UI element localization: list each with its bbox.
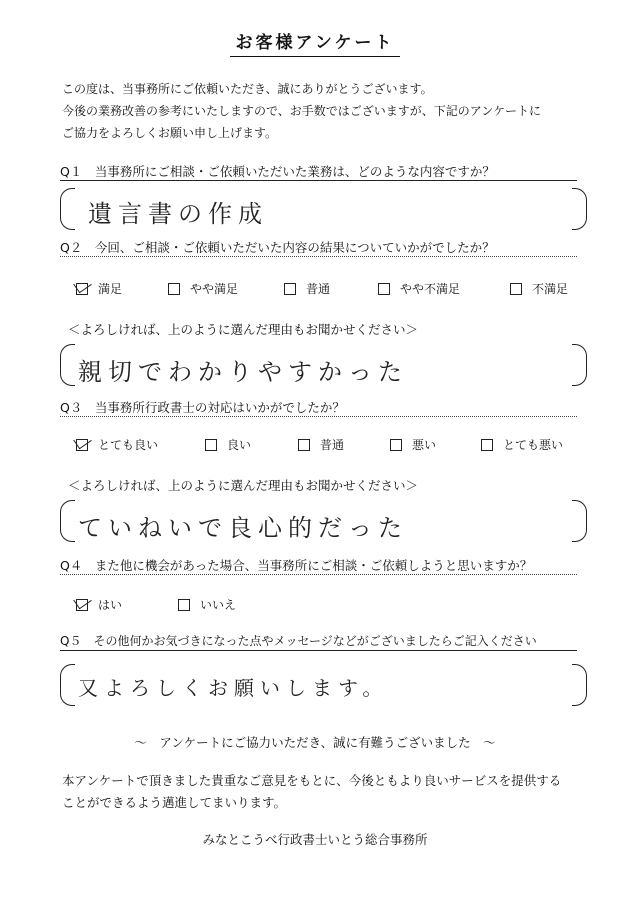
q3-underline: [60, 416, 577, 417]
checkbox[interactable]: [205, 439, 217, 451]
q2-paren-right: [572, 344, 587, 386]
thanks-message: ～ アンケートにご協力いただき、誠に有難うございました ～: [134, 735, 496, 750]
q3-label: Q３ 当事務所行政書士の対応はいかがでしたか？: [60, 400, 345, 415]
q4-option-iie[interactable]: [178, 596, 236, 613]
q2-reason-prompt: ＜よろしければ、上のように選んだ理由もお聞かせください＞: [68, 322, 419, 337]
q2-option-manzoku[interactable]: [76, 280, 122, 297]
checkbox[interactable]: [178, 599, 190, 611]
q2-option-fumanzoku[interactable]: [510, 280, 568, 297]
checkbox[interactable]: [378, 283, 390, 295]
q3-paren-left: [60, 500, 75, 542]
checkbox[interactable]: [298, 439, 310, 451]
option-label: はい: [98, 598, 123, 612]
checkbox[interactable]: [510, 283, 522, 295]
q2-option-futsuu[interactable]: [284, 280, 330, 297]
q1-paren-right: [572, 188, 587, 230]
option-label: 普通: [320, 438, 345, 452]
checkbox[interactable]: [390, 439, 402, 451]
option-label: 良い: [227, 438, 252, 452]
option-label: とても悪い: [503, 438, 564, 452]
q1-label: Q１ 当事務所にご相談・ご依頼いただいた業務は、どのような内容ですか？: [60, 164, 495, 179]
closing-line: ことができるよう邁進してまいります。: [62, 795, 287, 810]
checkbox[interactable]: [284, 283, 296, 295]
q1-paren-left: [60, 188, 75, 230]
option-label: 普通: [306, 282, 331, 296]
page-title: お客様アンケート: [0, 28, 630, 53]
checkbox-checked[interactable]: [76, 439, 88, 451]
q3-option-yoi[interactable]: [205, 436, 251, 453]
intro-line: ご協力をよろしくお願い申し上げます。: [62, 126, 278, 140]
q4-underline: [60, 574, 577, 575]
q1-answer: 遺言書の作成: [88, 200, 268, 228]
q4-label: Q４ また他に機会があった場合、当事務所にご相談・ご依頼しようと思いますか？: [60, 558, 533, 573]
checkbox[interactable]: [168, 283, 180, 295]
option-label: 不満足: [532, 282, 569, 296]
option-label: やや満足: [190, 282, 239, 296]
closing-line: 本アンケートで頂きました貴重なご意見をもとに、今後ともより良いサービスを提供する: [62, 773, 562, 788]
q2-underline: [60, 256, 577, 257]
q3-option-totemo-warui[interactable]: [481, 436, 563, 453]
checkbox-checked[interactable]: [76, 599, 88, 611]
intro-text: [62, 78, 602, 144]
option-label: いいえ: [200, 598, 237, 612]
checkbox-checked[interactable]: [76, 283, 88, 295]
q2-option-yaya-fumanzoku[interactable]: [378, 280, 460, 297]
q1-underline: [60, 180, 577, 181]
q5-paren-right: [572, 664, 587, 706]
office-name: みなとこうべ行政書士いとう総合事務所: [202, 832, 428, 847]
q2-option-yaya-manzoku[interactable]: [168, 280, 238, 297]
q5-underline: [60, 650, 577, 651]
q3-option-futsuu[interactable]: [298, 436, 344, 453]
q5-paren-left: [60, 664, 75, 706]
q3-option-warui[interactable]: [390, 436, 436, 453]
q5-answer: 又よろしくお願いします。: [78, 676, 389, 700]
q2-label: Q２ 今回、ご相談・ご依頼いただいた内容の結果についていかがでしたか？: [60, 240, 495, 255]
q3-paren-right: [572, 500, 587, 542]
option-label: とても良い: [98, 438, 159, 452]
q5-label: Q５ その他何かお気づきになった点やメッセージなどがございましたらご記入ください: [60, 634, 537, 648]
q3-reason-prompt: ＜よろしければ、上のように選んだ理由もお聞かせください＞: [68, 478, 419, 493]
checkbox[interactable]: [481, 439, 493, 451]
option-label: 満足: [98, 282, 123, 296]
q3-option-totemo-yoi[interactable]: [76, 436, 158, 453]
closing-text: [62, 770, 602, 814]
intro-line: この度は、当事務所にご依頼いただき、誠にありがとうございます。: [62, 82, 433, 96]
option-label: 悪い: [412, 438, 437, 452]
q2-paren-left: [60, 344, 75, 386]
q4-option-hai[interactable]: [76, 596, 122, 613]
intro-line: 今後の業務改善の参考にいたしますので、お手数ではございますが、下記のアンケートに: [62, 104, 542, 118]
q2-reason: 親切でわかりやすかった: [78, 358, 408, 386]
option-label: やや不満足: [400, 282, 461, 296]
q3-reason: ていねいで良心的だった: [78, 514, 408, 542]
